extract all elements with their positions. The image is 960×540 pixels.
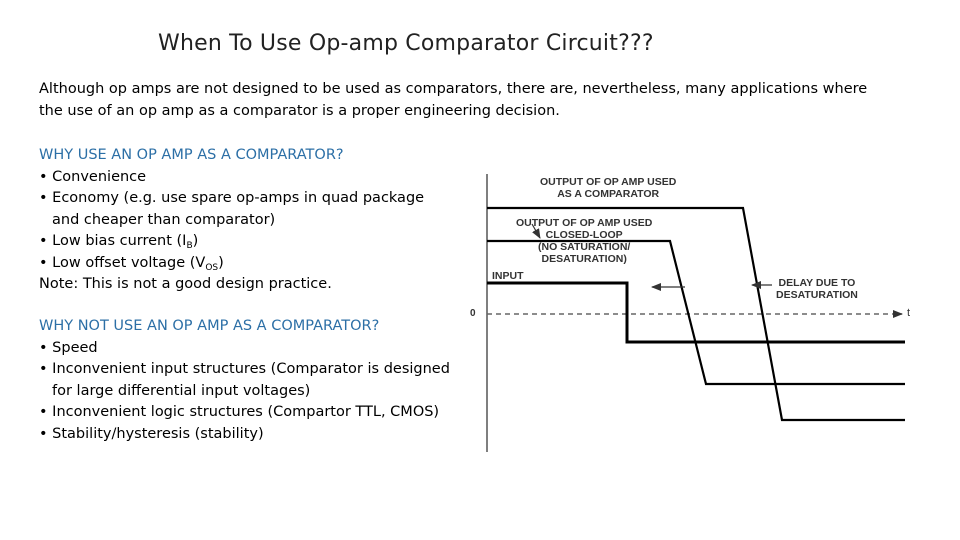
- bias-text: • Low bias current (I: [39, 233, 187, 249]
- label-time-t: t: [907, 307, 911, 319]
- offset-subscript: OS: [205, 262, 219, 273]
- label-comparator-output-line-1: OUTPUT OF OP AMP USED: [540, 176, 677, 188]
- design-note: Note: This is not a good design practice.: [39, 276, 332, 292]
- label-comparator-output-line-2: AS A COMPARATOR: [557, 188, 660, 200]
- bullet-convenience: • Convenience: [39, 168, 147, 185]
- intro-line-1: Although op amps are not designed to be used as comparators, there are, nevertheless, many applications where: [39, 81, 868, 97]
- bias-subscript: B: [186, 241, 193, 251]
- label-closed-loop-line-4: DESATURATION): [541, 253, 627, 265]
- label-input: INPUT: [492, 270, 524, 282]
- label-delay-line-1: DELAY DUE TO: [778, 277, 856, 289]
- why-not-heading: WHY NOT USE AN OP AMP AS A COMPARATOR?: [39, 318, 380, 334]
- label-comparator-output: [540, 176, 676, 200]
- bullet-input-structures-continued: for large differential input voltages): [52, 382, 311, 399]
- bullet-input-structures: • Inconvenient input structures (Comparator is designed: [39, 361, 450, 377]
- intro-line-2: the use of an op amp as a comparator is a proper engineering decision.: [39, 102, 560, 119]
- label-delay-due-to-desaturation: [776, 277, 858, 301]
- why-use-section: [39, 145, 479, 296]
- label-closed-loop-line-1: OUTPUT OF OP AMP USED: [516, 217, 653, 229]
- intro-paragraph: [39, 79, 899, 122]
- offset-text: • Low offset voltage (V: [39, 254, 206, 271]
- label-closed-loop-line-2: CLOSED-LOOP: [545, 229, 623, 241]
- bullet-economy-continued: and cheaper than comparator): [52, 211, 276, 228]
- bullet-speed: • Speed: [39, 339, 98, 356]
- comparator-timing-diagram: [460, 160, 940, 460]
- label-closed-loop-line-3: (NO SATURATION/: [537, 241, 631, 253]
- bullet-low-bias-current: [39, 231, 479, 253]
- bias-close: ): [192, 233, 199, 249]
- label-delay-line-2: DESATURATION: [776, 289, 858, 301]
- bullet-logic-structures: • Inconvenient logic structures (Compartor TTL, CMOS): [39, 404, 440, 420]
- bullet-stability: • Stability/hysteresis (stability): [39, 425, 264, 442]
- label-closed-loop-output: [516, 217, 652, 265]
- slide-title: When To Use Op-amp Comparator Circuit???: [158, 31, 654, 56]
- label-zero: 0: [470, 308, 476, 319]
- bullet-low-offset-voltage: [39, 253, 479, 275]
- timing-diagram-svg: [460, 160, 940, 460]
- offset-close: ): [218, 254, 224, 271]
- bullet-economy: • Economy (e.g. use spare op-amps in quad package: [39, 190, 425, 206]
- why-use-heading: WHY USE AN OP AMP AS A COMPARATOR?: [39, 147, 344, 163]
- why-not-section: [39, 316, 479, 445]
